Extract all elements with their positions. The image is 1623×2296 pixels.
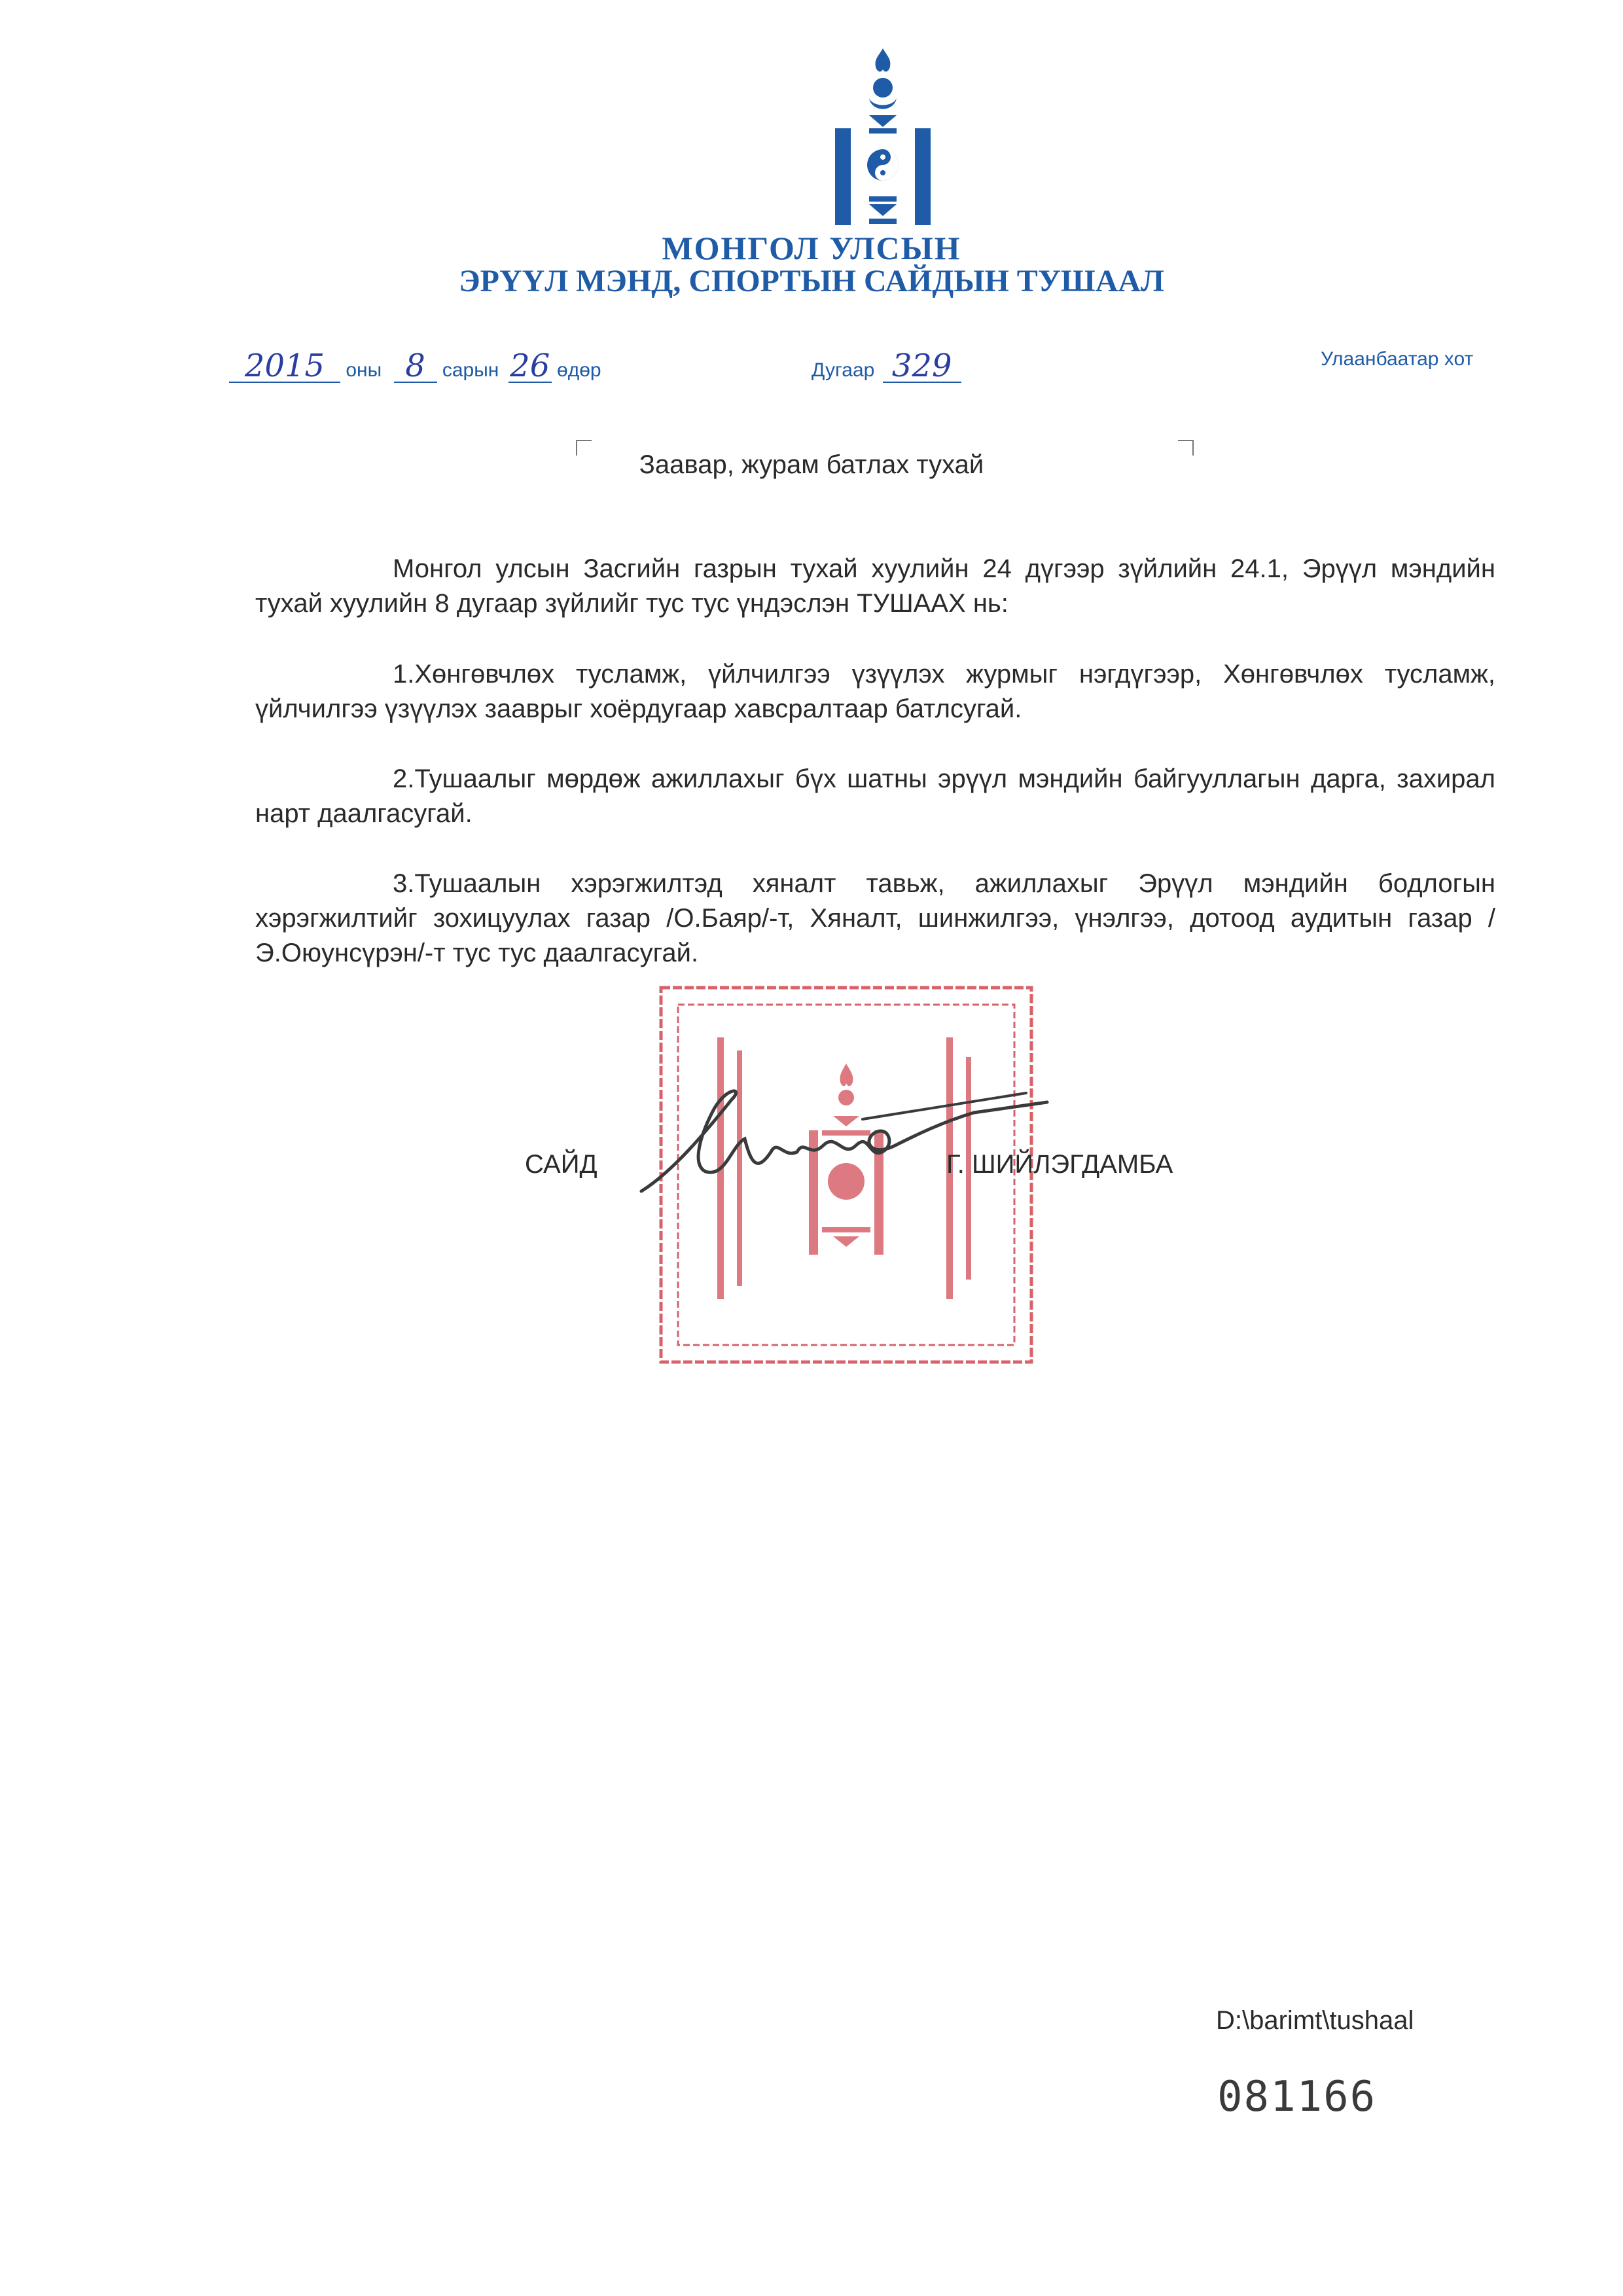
order-number-value: 329 <box>883 350 961 383</box>
order-number <box>812 350 961 383</box>
date-year: 2015 <box>229 350 340 383</box>
serial-number: 081166 <box>1217 2073 1377 2121</box>
date-day: 26 <box>508 350 552 383</box>
paragraph-preamble: Монгол улсын Засгийн газрын тухай хуулийн 24 дүгээр зүйлийн 24.1, Эрүүл мэндийн тухай хуулийн 8 дугаар зүйлийг тус тус үндэслэн ТУШААХ нь: <box>255 554 1495 618</box>
header-country: МОНГОЛ УЛСЫН <box>662 230 961 266</box>
subject-title: Заавар, журам батлах тухай <box>639 450 984 479</box>
paragraph-1: 1.Хөнгөвчлөх тусламж, үйлчилгээ үзүүлэх журмыг нэгдүгээр, Хөнгөвчлөх тусламж, үйлчилгээ үзүүлэх зааврыг хоёрдугаар хавсралтаар батлсугай. <box>255 660 1495 723</box>
city: Улаанбаатар хот <box>1321 348 1474 370</box>
file-path: D:\barimt\tushaal <box>1216 2006 1414 2035</box>
date-month: 8 <box>394 350 437 383</box>
date-line <box>229 350 601 383</box>
signature-title: САЙД <box>525 1150 597 1179</box>
date-month-suffix: сарын <box>442 359 499 381</box>
paragraph-3: 3.Тушаалын хэрэгжилтэд хяналт тавьж, ажиллахыг Эрүүл мэндийн бодлогын хэрэгжилтийг зохицуулах газар /О.Баяр/-т, Хяналт, шинжилгээ, үнэлгээ, дотоод аудитын газар /Э.Оюунсүрэн/-т тус тус даалгасугай. <box>255 869 1495 967</box>
paragraph-2: 2.Тушаалыг мөрдөж ажиллахыг бүх шатны эрүүл мэндийн байгууллагын дарга, захирал нарт даалгасугай. <box>255 764 1495 828</box>
date-year-suffix: оны <box>346 359 382 381</box>
soyombo-emblem-icon <box>835 47 931 225</box>
date-day-suffix: өдөр <box>557 359 601 381</box>
handwritten-signature <box>633 1073 1052 1211</box>
header-ministry: ЭРҮҮЛ МЭНД, СПОРТЫН САЙДЫН ТУШААЛ <box>459 264 1164 298</box>
order-number-label: Дугаар <box>812 359 875 381</box>
signatory-name: Г. ШИЙЛЭГДАМБА <box>946 1150 1173 1179</box>
